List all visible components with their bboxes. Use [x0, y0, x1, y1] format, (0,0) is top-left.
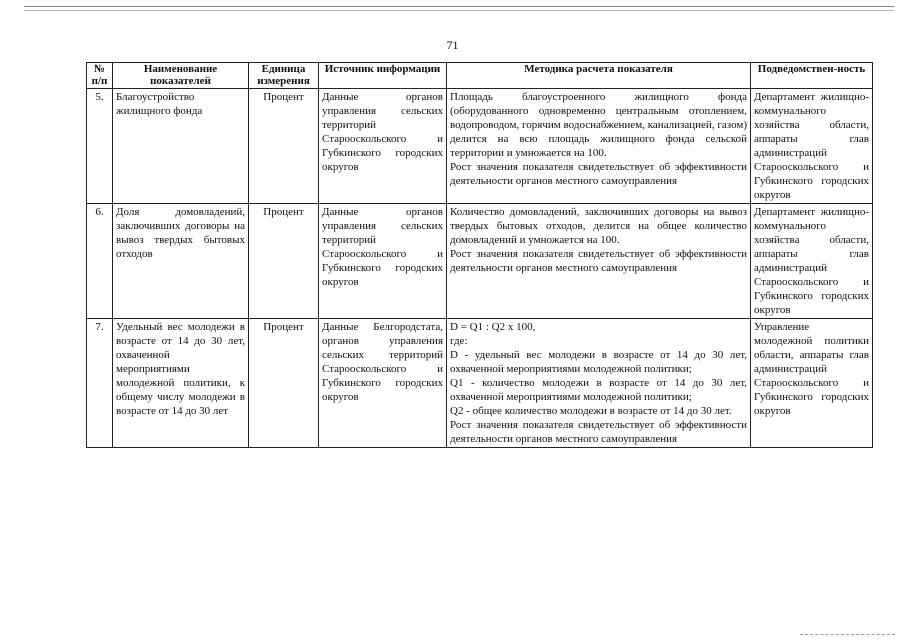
row-subordination: Департамент жилищно-коммунального хозяйства области, аппараты глав администраций Старооскольского и Губкинского городских округов [751, 89, 873, 204]
method-paragraph: Рост значения показателя свидетельствует об эффективности деятельности органов местного самоуправления [450, 248, 747, 274]
row-name: Благоустройство жилищного фонда [113, 89, 249, 204]
table-header-row [87, 63, 873, 89]
top-border-line-secondary [24, 10, 894, 11]
row-num: 7. [87, 319, 113, 448]
method-paragraph: D - удельный вес молодежи в возрасте от 14 до 30 лет, охваченной мероприятиями молодежной политики; [450, 349, 747, 375]
row-method [447, 204, 751, 319]
page-number: 71 [446, 38, 459, 52]
top-border-line [24, 6, 894, 7]
indicators-table [86, 62, 873, 448]
method-paragraph: Рост значения показателя свидетельствует об эффективности деятельности органов местного самоуправления [450, 161, 747, 187]
row-unit: Процент [249, 204, 319, 319]
row-method [447, 319, 751, 448]
header-name: Наименование показателей [113, 63, 249, 89]
method-paragraph: Q1 - количество молодежи в возрасте от 14 до 30 лет, охваченной мероприятиями молодежной политики; [450, 377, 747, 403]
footer-dash-mark [800, 634, 895, 637]
row-unit: Процент [249, 89, 319, 204]
header-subordination: Подведомствен-ность [751, 63, 873, 89]
row-subordination: Управление молодежной политики области, аппараты глав администраций Старооскольского и Губкинского городских округов [751, 319, 873, 448]
header-num: № п/п [87, 63, 113, 89]
row-name: Доля домовладений, заключивших договоры на вывоз твердых бытовых отходов [113, 204, 249, 319]
row-source: Данные органов управления сельских территорий Старооскольского и Губкинского городских округов [319, 204, 447, 319]
header-method: Методика расчета показателя [447, 63, 751, 89]
header-unit: Единица измерения [249, 63, 319, 89]
row-name: Удельный вес молодежи в возрасте от 14 до 30 лет, охваченной мероприятиями молодежной политики, к общему числу молодежи в возрасте от 14 до 30 лет [113, 319, 249, 448]
table-row [87, 319, 873, 448]
table-row [87, 89, 873, 204]
header-source: Источник информации [319, 63, 447, 89]
method-paragraph: Рост значения показателя свидетельствует об эффективности деятельности органов местного самоуправления [450, 419, 747, 445]
method-paragraph: Количество домовладений, заключивших договоры на вывоз твердых бытовых отходов, делится на общее количество домовладений и умножается на 100. [450, 206, 747, 246]
method-paragraph: Q2 - общее количество молодежи в возрасте от 14 до 30 лет. [450, 405, 732, 417]
row-source: Данные Белгородстата, органов управления сельских территорий Старооскольского и Губкинского городских округов [319, 319, 447, 448]
method-formula: D = Q1 : Q2 x 100, [450, 321, 536, 333]
method-paragraph: Площадь благоустроенного жилищного фонда (оборудованного одновременно центральным отоплением, водопроводом, горячим водоснабжением, канализацией, газом) делится на всю площадь жилищного фонда сельской территории и умножается на 100. [450, 91, 747, 159]
row-method [447, 89, 751, 204]
row-source: Данные органов управления сельских территорий Старооскольского и Губкинского городских округов [319, 89, 447, 204]
row-unit: Процент [249, 319, 319, 448]
row-subordination: Департамент жилищно-коммунального хозяйства области, аппараты глав администраций Старооскольского и Губкинского городских округов [751, 204, 873, 319]
row-num: 5. [87, 89, 113, 204]
table-row [87, 204, 873, 319]
method-paragraph: где: [450, 335, 468, 347]
row-num: 6. [87, 204, 113, 319]
